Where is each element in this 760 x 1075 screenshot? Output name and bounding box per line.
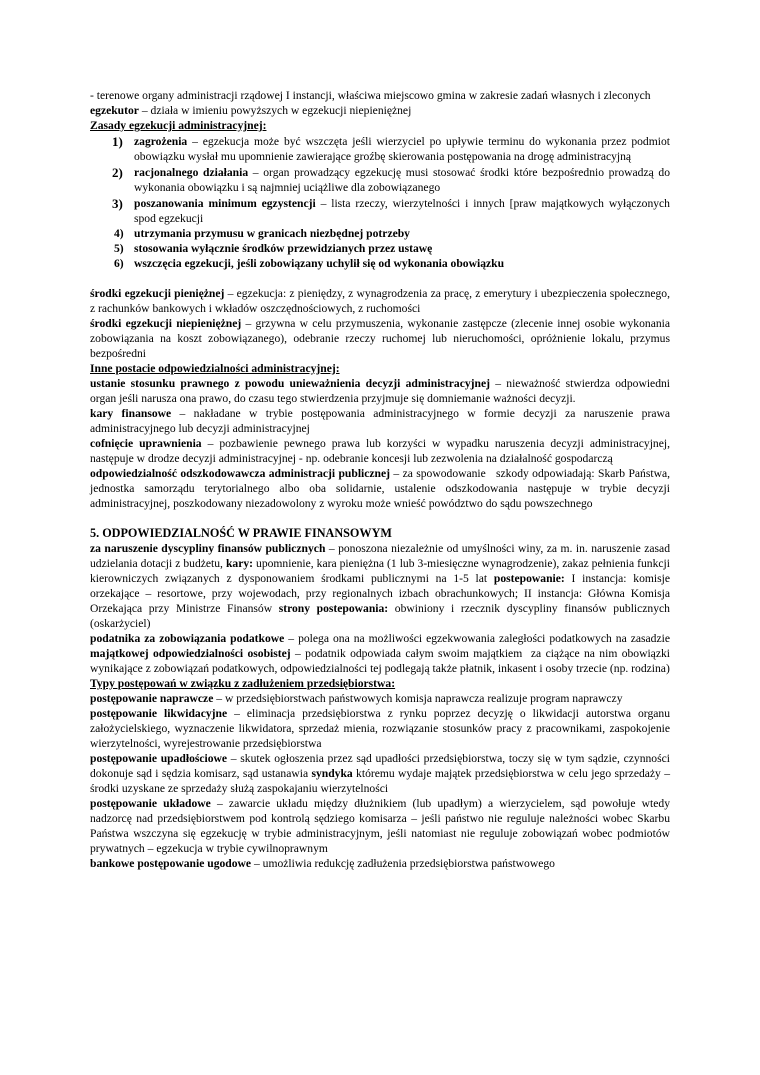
upadlosciowe-paragraph [90, 751, 670, 796]
upadlosciowe-text-b: któremu wydaje majątek przedsiębiorstwa w celu jego sprzedaży – środki uzyskane ze sprzedaży służą zaspokajaniu wierzytelności [90, 767, 670, 795]
dyscyplina-paragraph [90, 541, 670, 631]
dyscyplina-term: za naruszenie dyscypliny finansów publicznych [90, 542, 326, 555]
majatkowa-term: majątkowej odpowiedzialności osobistej [90, 647, 291, 660]
podatnik-term: podatnika za zobowiązania podatkowe [90, 632, 285, 645]
likwidacyjne-term: postępowanie likwidacyjne [90, 707, 228, 720]
naprawcze-text: – w przedsiębiorstwach państwowych komisja naprawcza realizuje program naprawczy [213, 692, 623, 705]
ukladowe-text: – zawarcie układu między dłużnikiem (lub upadłym) a wierzycielem, sąd powołuje wtedy nadzorcę nad przedsiębiorstwem pod kontrolą sędziego komisarza – jeśli państwo nie reguluje należności wobec Skarbu Państwa wszczyna się egzekucję w trybie administracyjnym, jeśli natomiast nie reguluje zobowiązań wobec podmiotów prywatnych – egzekucja w trybie cywilnoprawnym [90, 797, 670, 855]
odszkodowawcza-paragraph [90, 466, 673, 511]
ukladowe-term: postępowanie układowe [90, 797, 211, 810]
list-item [90, 241, 670, 256]
postepowanie-label: postepowanie: [493, 572, 565, 585]
srodki-pieniezne-paragraph [90, 286, 670, 316]
item-text: – egzekucja może być wszczęta jeśli wierzyciel po upływie terminu do wykonania przez podmiot obowiązku wysłał mu upomnienie zawierające groźbę skierowania postępowania na drogę administracyjną [134, 135, 670, 163]
podatnik-paragraph [90, 631, 673, 676]
egzekutor-term: egzekutor [90, 104, 139, 117]
podatnik-text-a: – polega ona na możliwości egzekwowania zaległości podatkowych na zasadzie [284, 632, 670, 645]
dyscyplina-text-b: upomnienie, kara pieniężna (1 lub 3-miesięczne wynagrodzenie), zakaz pełnienia funkcji kierowniczych związanych z dysponowaniem środkami publicznymi na 1-5 lat [90, 557, 670, 585]
intro-paragraph [90, 88, 670, 103]
srodki-pieniezne-text: – egzekucja: z pieniędzy, z wynagrodzenia za pracę, z emerytury i ubezpieczenia społecznego, z rachunków bankowych i wkładów oszczędnościowych, z ruchomości [90, 287, 671, 315]
item-term: utrzymania przymusu w granicach niezbędnej potrzeby [134, 227, 410, 240]
zasady-heading: Zasady egzekucji administracyjnej: [90, 119, 267, 132]
inne-heading: Inne postacie odpowiedzialności administracyjnej: [90, 362, 340, 375]
item-term: stosowania wyłącznie środków przewidzianych przez ustawę [134, 242, 433, 255]
spacer [90, 511, 670, 526]
likwidacyjne-paragraph [90, 706, 670, 751]
item-term: zagrożenia [134, 135, 188, 148]
item-number: 6) [114, 257, 124, 270]
list-item [90, 256, 670, 271]
odszkodowawcza-term: odpowiedzialność odszkodowawcza administracji publicznej [90, 467, 391, 480]
kary-label: kary: [225, 557, 254, 570]
item-number: 5) [114, 242, 124, 255]
ugodowe-text: – umożliwia redukcję zadłużenia przedsiębiorstwa państwowego [251, 857, 555, 870]
kary-term: kary finansowe [90, 407, 172, 420]
dyscyplina-text-d: obwiniony i rzecznik dyscypliny finansów publicznych (oskarżyciel) [90, 602, 670, 630]
item-number: 4) [114, 227, 124, 240]
list-item [90, 165, 670, 195]
ukladowe-paragraph [90, 796, 670, 856]
dyscyplina-text-a: – ponoszona niezależnie od umyślności winy, za m. in. naruszenie zasad udzielania dotacji z budżetu, [90, 542, 670, 570]
srodki-niepieniezne-text: – grzywna w celu przymuszenia, wykonanie zastępcze (zlecenie innej osobie wykonania zobowiązania na koszt zobowiązanego), odebranie rzeczy ruchomej lub nieruchomości, opróżnienie lokalu, przymus bezpośredni [90, 317, 671, 360]
spacer [90, 271, 670, 286]
cofniecie-text: – pozbawienie pewnego prawa lub korzyści w wypadku naruszenia decyzji administracyjnej, następuje w drodze decyzji administracyjnej - np. odebranie koncesji lub zezwolenia na działalność gospodarczą [90, 437, 670, 465]
cofniecie-paragraph [90, 436, 670, 466]
typy-heading: Typy postępowań w związku z zadłużeniem przedsiębiorstwa: [90, 677, 396, 690]
item-number: 1) [112, 134, 123, 149]
intro-text: - terenowe organy administracji rządowej I instancji, właściwa miejscowo gmina w zakresie zadań własnych i zleconych [90, 89, 651, 102]
likwidacyjne-text: – eliminacja przedsiębiorstwa z rynku poprzez decyzję o likwidacji autorstwa organu założycielskiego, wyznaczenie likwidatora, sprzedaż mienia, rozwiązanie stosunków pracy z pracownikami, zaspokojenie wierzytelności, wyrejestrowanie przedsiębiorstwa [90, 707, 670, 750]
item-term: racjonalnego działania [134, 166, 249, 179]
uniewaznienie-term: ustanie stosunku prawnego z powodu unieważnienia decyzji administracyjnej [90, 377, 490, 390]
item-number: 3) [112, 196, 123, 211]
uniewaznienie-text: – nieważność stwierdza odpowiedni organ jeśli narusza ona prawo, do czasu tego stwierdzenia przyjmuje się domniemanie ważności decyzji. [90, 377, 671, 405]
list-item [90, 134, 670, 164]
srodki-niepieniezne-term: środki egzekucji niepieniężnej [90, 317, 242, 330]
naprawcze-term: postępowanie naprawcze [90, 692, 214, 705]
podatnik-text-b: – podatnik odpowiada całym swoim majątkiem za ciążące na nim obowiązki wynikające z zobowiązań podatkowych, odpowiedzialności tej podlegają także płatnik, inkasent i osoby trzecie (np. rodzina) [90, 647, 673, 675]
kary-text: – nakładane w trybie postępowania administracyjnego w formie decyzji za naruszenie prawa administracyjnego lub decyzji administracyjnej [90, 407, 670, 435]
item-term: wszczęcia egzekucji, jeśli zobowiązany uchylił się od wykonania obowiązku [134, 257, 505, 270]
upadlosciowe-term: postępowanie upadłościowe [90, 752, 228, 765]
list-item [90, 196, 670, 226]
list-item [90, 226, 670, 241]
egzekutor-paragraph [90, 103, 670, 118]
naprawcze-paragraph [90, 691, 670, 706]
egzekutor-text: – działa w imieniu powyższych w egzekucji niepieniężnej [138, 104, 412, 117]
dyscyplina-text-c: I instancja: komisje orzekające – resortowe, przy wojewodach, przy regionalnych izbach obrachunkowych; II instancja: Główna Komisja Orzekająca przy Ministrze Finansów [90, 572, 670, 615]
upadlosciowe-text-a: – skutek ogłoszenia przez sąd upadłości przedsiębiorstwa, toczy się w tym sądzie, czynności dokonuje sąd i sędzia komisarz, sąd ustanawia [90, 752, 670, 780]
ugodowe-term: bankowe postępowanie ugodowe [90, 857, 252, 870]
strony-label: strony postepowania: [278, 602, 389, 615]
odszkodowawcza-text: – za spowodowanie szkody odpowiadają: Skarb Państwa, jednostka samorządu terytorialnego albo oba solidarnie, ustalenie odszkodowania następuje w trybie decyzji administracyjnej, poszkodowany niezadowolony z wyroku może wnieść powództwo do sądu powszechnego [90, 467, 673, 510]
srodki-pieniezne-term: środki egzekucji pieniężnej [90, 287, 225, 300]
kary-paragraph [90, 406, 670, 436]
ugodowe-paragraph [90, 856, 670, 871]
section-title: 5. ODPOWIEDZIALNOŚĆ W PRAWIE FINANSOWYM [90, 526, 392, 540]
item-number: 2) [112, 165, 123, 180]
cofniecie-term: cofnięcie uprawnienia [90, 437, 202, 450]
zasady-list [90, 134, 670, 271]
item-term: poszanowania minimum egzystencji [134, 197, 316, 210]
item-text: – lista rzeczy, wierzytelności i innych [praw majątkowych wyłączonych spod egzekucji [134, 197, 670, 225]
uniewaznienie-paragraph [90, 376, 670, 406]
item-text: – organ prowadzący egzekucję musi stosować środki które bezpośrednio prowadzą do wykonania obowiązku i są najmniej uciążliwe dla zobowiązanego [134, 166, 670, 194]
srodki-niepieniezne-paragraph [90, 316, 670, 361]
syndyk-term: syndyka [311, 767, 353, 780]
